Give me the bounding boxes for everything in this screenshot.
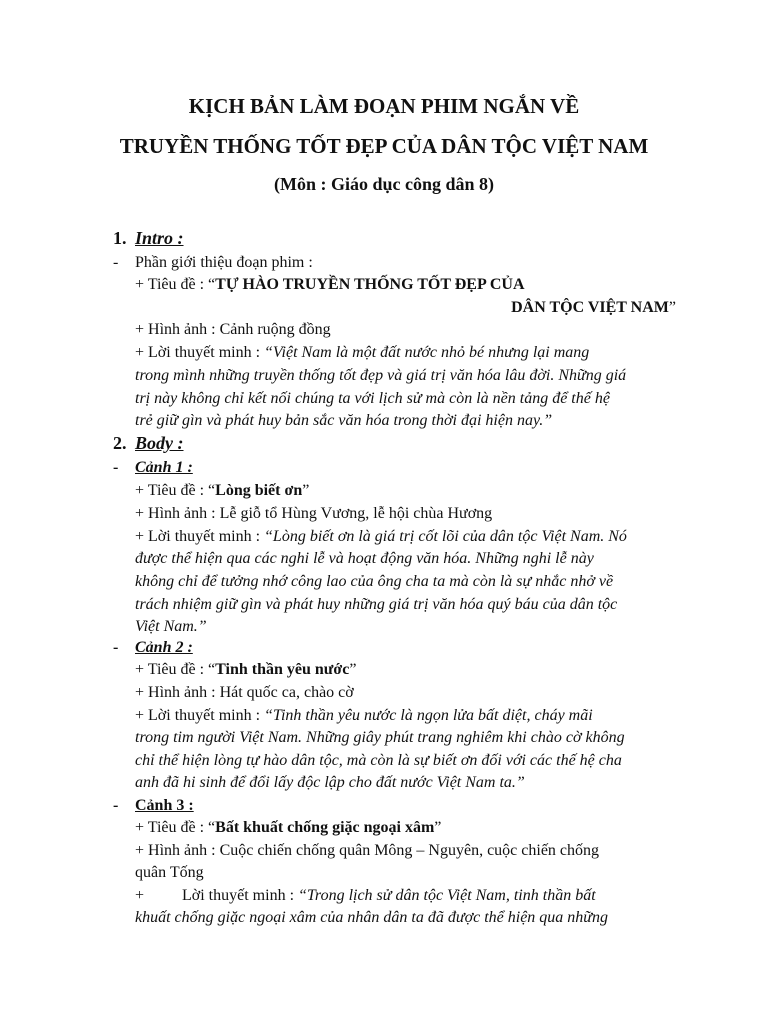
intro-title-bold2: DÂN TỘC VIỆT NAM — [511, 299, 669, 316]
section-number: 1. — [113, 228, 127, 248]
scene3-title-bold: Bất khuất chống giặc ngoại xâm — [215, 819, 435, 836]
bullet-dash: - — [113, 254, 119, 271]
scene3-image-line2: quân Tống — [135, 864, 204, 881]
title-close: ” — [349, 661, 357, 678]
narration-text: “Trong lịch sử dân tộc Việt Nam, tinh thần bất — [298, 887, 596, 904]
scene2-narration-line3: chỉ thể hiện lòng tự hào dân tộc, mà còn là sự biết ơn đối với các thế hệ cha — [135, 752, 622, 769]
scene2-title-bold: Tinh thần yêu nước — [215, 661, 350, 678]
narration-plus: + — [135, 887, 145, 904]
doc-subtitle: (Môn : Giáo dục công dân 8) — [273, 174, 495, 194]
scene3-narration-line1 — [135, 885, 596, 907]
title-close: ” — [668, 299, 676, 316]
scene2-label — [135, 637, 193, 659]
title-prefix: + Tiêu đề : “ — [135, 482, 216, 499]
narration-prefix: Lời thuyết minh : — [182, 887, 299, 904]
bullet-dash: - — [113, 459, 119, 476]
title-prefix: + Tiêu đề : “ — [135, 276, 216, 293]
scene1-label — [135, 457, 193, 479]
intro-title-bold: TỰ HÀO TRUYỀN THỐNG TỐT ĐẸP CỦA — [215, 276, 525, 293]
scene2-narration-line4: anh đã hi sinh để đổi lấy độc lập cho đất nước Việt Nam ta.” — [135, 774, 525, 791]
title-close: ” — [302, 482, 310, 499]
scene-label-text: Cảnh 3 : — [135, 797, 194, 814]
title-prefix: + Tiêu đề : “ — [135, 661, 216, 678]
scene3-narration-line2: khuất chống giặc ngoại xâm của nhân dân ta đã được thể hiện qua những — [135, 909, 609, 926]
intro-narration-line1 — [135, 342, 589, 364]
narration-text: “Việt Nam là một đất nước nhỏ bé nhưng lại mang — [264, 344, 590, 361]
intro-title-line — [135, 274, 525, 296]
scene1-narration-line5: Việt Nam.” — [135, 618, 207, 635]
scene-label-text: Cảnh 1 : — [135, 459, 193, 476]
title-close: ” — [434, 819, 442, 836]
intro-narration-line2: trong mình những truyền thống tốt đẹp và giá trị văn hóa lâu đời. Những giá — [135, 367, 627, 384]
doc-title-line1: KỊCH BẢN LÀM ĐOẠN PHIM NGẮN VỀ — [188, 94, 580, 118]
section-number: 2. — [113, 433, 127, 453]
scene2-narration-line2: trong tim người Việt Nam. Những giây phút trang nghiêm khi chào cờ không — [135, 729, 625, 746]
section-intro-heading — [113, 228, 184, 249]
scene2-image-line: + Hình ảnh : Hát quốc ca, chào cờ — [135, 684, 354, 701]
intro-image-line: + Hình ảnh : Cảnh ruộng đồng — [135, 321, 331, 338]
doc-title-line2: TRUYỀN THỐNG TỐT ĐẸP CỦA DÂN TỘC VIỆT NAM — [119, 134, 649, 158]
scene1-title-bold: Lòng biết ơn — [215, 482, 303, 499]
section-label: Intro : — [135, 228, 184, 248]
intro-narration-line3: trị này không chỉ kết nối chúng ta với lịch sử mà còn là nền tảng để thế hệ — [135, 390, 610, 407]
scene1-narration-line1 — [135, 526, 627, 548]
bullet-dash: - — [113, 797, 119, 814]
scene2-narration-line1 — [135, 705, 593, 727]
narration-text: “Lòng biết ơn là giá trị cốt lõi của dân tộc Việt Nam. Nó — [264, 528, 627, 545]
title-prefix: + Tiêu đề : “ — [135, 819, 216, 836]
narration-text: “Tinh thần yêu nước là ngọn lửa bất diệt, cháy mãi — [264, 707, 593, 724]
intro-narration-line4: trẻ giữ gìn và phát huy bản sắc văn hóa trong thời đại hiện nay.” — [135, 412, 553, 429]
scene-label-text: Cảnh 2 : — [135, 639, 193, 656]
narration-prefix: + Lời thuyết minh : — [135, 344, 265, 361]
scene3-label — [135, 795, 194, 817]
section-body-heading — [113, 433, 184, 454]
scene1-narration-line3: không chỉ để tưởng nhớ công lao của ông cha ta mà còn là sự nhắc nhở về — [135, 573, 614, 590]
bullet-dash: - — [113, 639, 119, 656]
scene1-narration-line2: được thể hiện qua các nghi lễ và hoạt động văn hóa. Những nghi lễ này — [135, 550, 594, 567]
scene2-title-line — [135, 659, 356, 681]
scene1-narration-line4: trách nhiệm giữ gìn và phát huy những giá trị văn hóa quý báu của dân tộc — [135, 596, 618, 613]
intro-title-line2 — [511, 297, 676, 319]
scene3-title-line — [135, 817, 441, 839]
scene1-title-line — [135, 480, 309, 502]
scene1-image-line: + Hình ảnh : Lễ giỗ tổ Hùng Vương, lễ hội chùa Hương — [135, 505, 493, 522]
intro-line: Phần giới thiệu đoạn phim : — [135, 254, 313, 271]
section-label: Body : — [135, 433, 184, 453]
scene3-image-line1: + Hình ảnh : Cuộc chiến chống quân Mông – Nguyên, cuộc chiến chống — [135, 842, 600, 859]
narration-prefix: + Lời thuyết minh : — [135, 528, 265, 545]
narration-prefix: + Lời thuyết minh : — [135, 707, 265, 724]
